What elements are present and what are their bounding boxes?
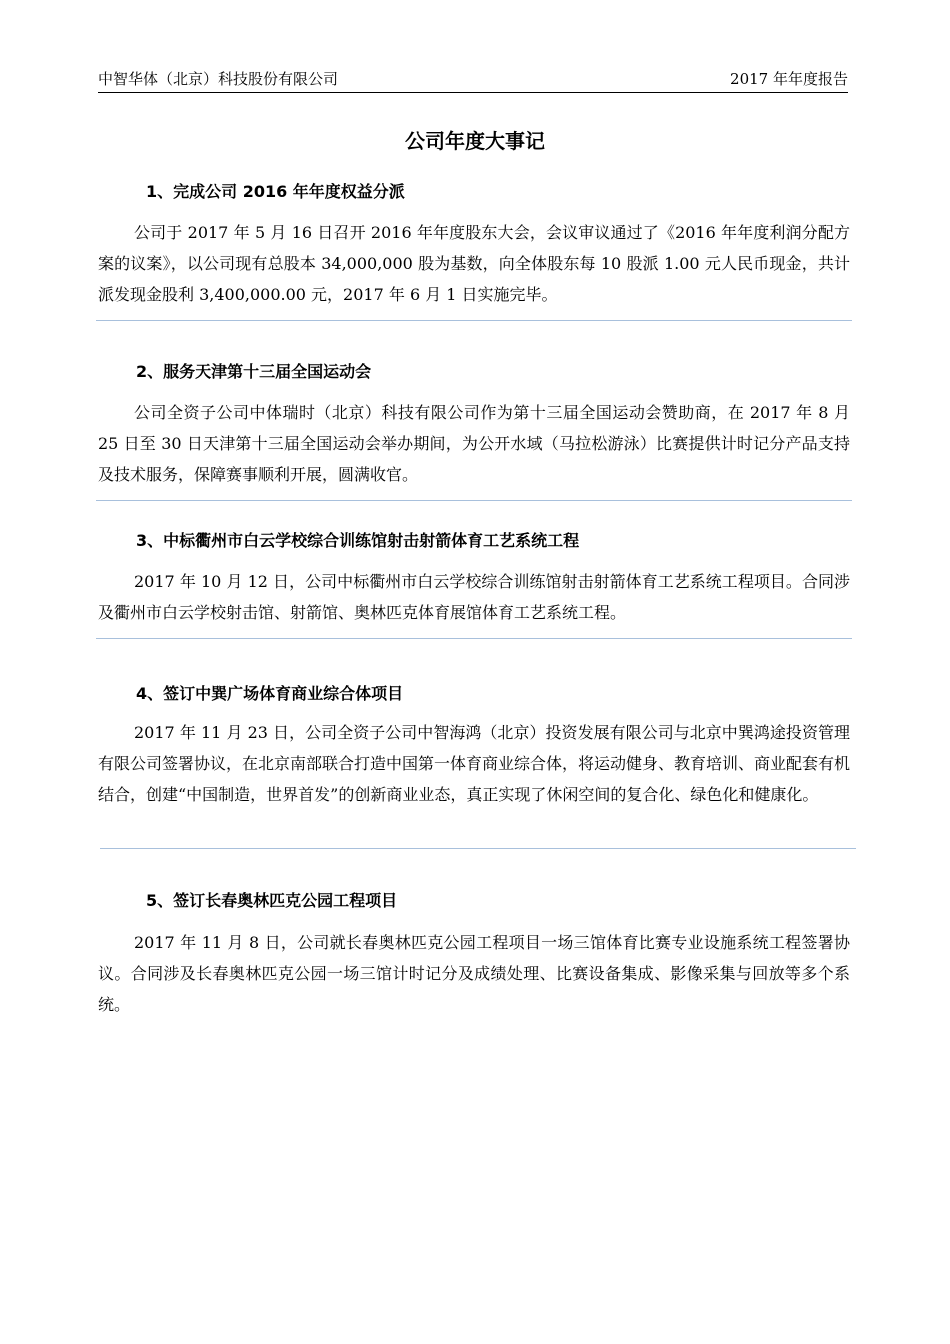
section-4-heading: 4、签订中巽广场体育商业综合体项目	[136, 684, 404, 703]
section-4-divider	[100, 848, 856, 849]
header-report-title: 2017 年年度报告	[730, 70, 848, 88]
section-3-heading: 3、中标衢州市白云学校综合训练馆射击射箭体育工艺系统工程	[136, 531, 580, 550]
section-3-body: 2017 年 10 月 12 日，公司中标衢州市白云学校综合训练馆射击射箭体育工艺系统工程项目。合同涉及衢州市白云学校射击馆、射箭馆、奥林匹克体育展馆体育工艺系统工程。	[98, 572, 850, 622]
document-title: 公司年度大事记	[405, 129, 545, 153]
section-5-heading: 5、签订长春奥林匹克公园工程项目	[146, 891, 398, 910]
section-5-body: 2017 年 11 月 8 日，公司就长春奥林匹克公园工程项目一场三馆体育比赛专业设施系统工程签署协议。合同涉及长春奥林匹克公园一场三馆计时记分及成绩处理、比赛设备集成、影像采集与回放等多个系统。	[98, 933, 850, 1014]
section-3-divider	[96, 638, 852, 639]
section-4-body: 2017 年 11 月 23 日，公司全资子公司中智海鸿（北京）投资发展有限公司与北京中巽鸿途投资管理有限公司签署协议，在北京南部联合打造中国第一体育商业综合体，将运动健身、教育培训、商业配套有机结合，创建“中国制造，世界首发”的创新商业业态，真正实现了休闲空间的复合化、绿色化和健康化。	[98, 723, 851, 804]
section-1-body: 公司于 2017 年 5 月 16 日召开 2016 年年度股东大会，会议审议通过了《2016 年年度利润分配方案的议案》，以公司现有总股本 34,000,000 股为基数，向全体股东每 10 股派 1.00 元人民币现金，共计派发现金股利 3,400,000.00 元，2017 年 6 月 1 日实施完毕。	[98, 223, 850, 304]
section-1-heading: 1、完成公司 2016 年年度权益分派	[146, 182, 405, 201]
page-header	[98, 68, 848, 93]
section-2-divider	[96, 500, 852, 501]
section-2-body: 公司全资子公司中体瑞时（北京）科技有限公司作为第十三届全国运动会赞助商，在 2017 年 8 月 25 日至 30 日天津第十三届全国运动会举办期间，为公开水域（马拉松游泳）比赛提供计时记分产品支持及技术服务，保障赛事顺利开展，圆满收官。	[98, 403, 850, 484]
section-2-heading: 2、服务天津第十三届全国运动会	[136, 362, 372, 381]
header-company-name: 中智华体（北京）科技股份有限公司	[98, 70, 339, 88]
section-1-divider	[96, 320, 852, 321]
